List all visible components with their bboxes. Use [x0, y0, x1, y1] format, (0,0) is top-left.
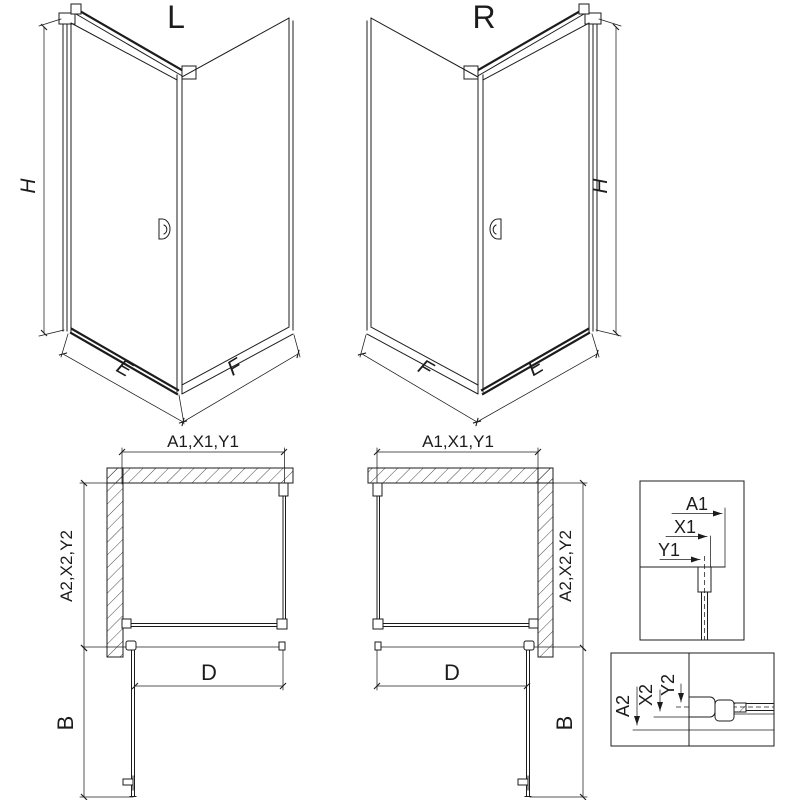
dim-label-side-left: F: [223, 354, 247, 381]
dim-label-depth-right-plan: A2,X2,Y2: [556, 530, 575, 602]
right-variant-3d-view: [360, 0, 621, 422]
hatched-wall-top: [368, 468, 553, 483]
variant-label-right: R: [472, 0, 496, 35]
dimension-line-f: [183, 354, 298, 422]
wall-profile-section: [689, 697, 715, 717]
detail-label-y2: Y2: [658, 673, 678, 697]
hatched-wall-right: [538, 468, 553, 657]
dim-label-width-right-plan: A1,X1,Y1: [422, 432, 494, 451]
detail-label-y1: Y1: [657, 540, 681, 560]
detail-side-profile: [611, 653, 774, 746]
variant-label-left: L: [167, 0, 185, 35]
dim-label-depth-left-plan: A2,X2,Y2: [57, 530, 76, 602]
door-wall-profile: [122, 619, 131, 628]
detail-label-a2: A2: [613, 694, 633, 718]
left-plan-view: [53, 432, 293, 797]
door-handle-plan: [123, 779, 133, 785]
detail-label-x2: X2: [636, 683, 656, 707]
hatched-wall-left: [107, 468, 123, 657]
corner-post: [277, 619, 287, 629]
detail-label-a1: A1: [685, 494, 709, 514]
door-wall-profile: [529, 619, 538, 628]
dim-label-door-right-plan: D: [444, 660, 460, 685]
corner-connector: [464, 66, 478, 79]
detail-top-profile: [640, 481, 744, 640]
support-bar-cap: [71, 4, 81, 14]
door-handle-plan: [518, 779, 528, 785]
support-bar-cap: [579, 4, 589, 14]
door-hinge: [126, 641, 136, 650]
dim-label-width-left-plan: A1,X1,Y1: [167, 432, 239, 451]
dim-label-height-left: H: [17, 178, 40, 194]
right-plan-view: [368, 432, 587, 797]
dim-label-side-right: F: [413, 355, 437, 382]
dim-label-front-left: E: [112, 354, 137, 382]
corner-connector: [182, 66, 196, 79]
door-hinge: [524, 641, 534, 650]
detail-label-x1: X1: [673, 517, 697, 537]
right-3d-dimensions: [360, 19, 621, 422]
dim-label-swing-right-plan: B: [552, 715, 577, 731]
corner-post: [373, 619, 383, 629]
left-plan-walls: [107, 468, 293, 657]
right-plan-dimensions: [377, 432, 587, 797]
left-3d-structure: [59, 4, 293, 394]
wall-profile-cap: [59, 13, 75, 24]
left-plan-dimensions: [53, 432, 285, 797]
left-variant-3d-view: [17, 0, 300, 424]
glass-clamp: [715, 700, 734, 721]
door-handle: [490, 219, 501, 239]
right-3d-structure: [367, 4, 601, 394]
gasket-section: [734, 703, 746, 712]
dim-label-front-right: E: [523, 353, 548, 381]
wall-profile-top: [279, 483, 288, 496]
wall-profile-top: [373, 483, 382, 496]
hatched-wall-top: [107, 468, 293, 483]
dim-label-swing-left-plan: B: [53, 715, 78, 731]
right-plan-walls: [368, 468, 553, 657]
dim-label-height-right: H: [589, 178, 612, 194]
door-handle: [159, 219, 170, 239]
dim-label-door-left-plan: D: [201, 660, 217, 685]
wall-profile-cap: [585, 13, 601, 24]
